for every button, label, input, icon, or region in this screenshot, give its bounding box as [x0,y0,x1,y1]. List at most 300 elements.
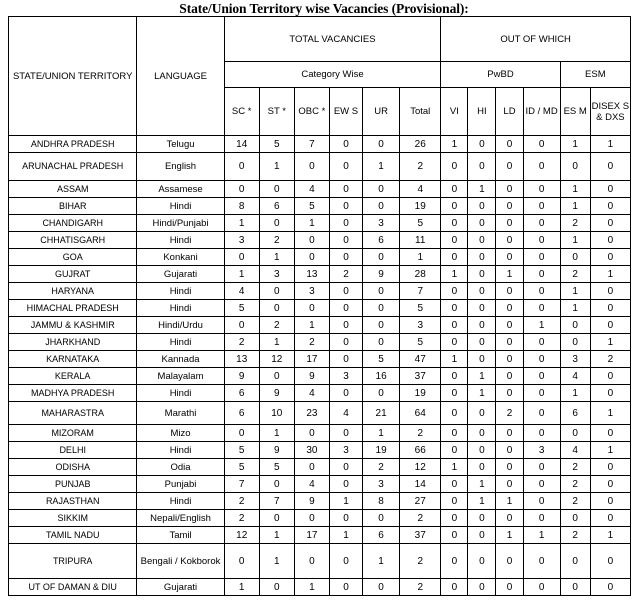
cell-value-8: 0 [468,334,496,351]
header-state-territory: STATE/UNION TERRITORY [9,17,137,136]
cell-value-8: 0 [468,198,496,215]
cell-value-4: 0 [329,283,362,300]
cell-value-7: 0 [441,334,468,351]
cell-value-2: 1 [259,249,294,266]
cell-value-12: 0 [590,476,630,493]
table-header [9,17,631,136]
cell-value-6: 2 [400,510,441,527]
table-row [9,402,631,425]
table-row [9,136,631,153]
cell-state-name: ANDHRA PRADESH [9,136,137,153]
cell-value-4: 3 [329,442,362,459]
table-row [9,266,631,283]
cell-value-6: 3 [400,317,441,334]
cell-language: Hindi [137,442,224,459]
cell-value-12: 0 [590,579,630,596]
header-col-id-md: ID / MD [523,88,560,136]
cell-value-7: 0 [441,544,468,579]
cell-value-6: 37 [400,527,441,544]
cell-value-2: 1 [259,527,294,544]
cell-state-name: ODISHA [9,459,137,476]
cell-value-7: 0 [441,476,468,493]
cell-language: Hindi/Urdu [137,317,224,334]
cell-state-name: RAJASTHAN [9,493,137,510]
cell-value-3: 1 [294,579,329,596]
cell-value-9: 0 [496,510,523,527]
cell-value-9: 0 [496,181,523,198]
cell-state-name: ARUNACHAL PRADESH [9,153,137,181]
cell-value-8: 1 [468,385,496,402]
cell-value-11: 6 [560,402,590,425]
table-row [9,300,631,317]
cell-value-3: 3 [294,283,329,300]
cell-value-10: 0 [523,198,560,215]
cell-value-3: 0 [294,510,329,527]
cell-value-8: 0 [468,527,496,544]
cell-value-2: 9 [259,442,294,459]
table-row [9,493,631,510]
table-row [9,317,631,334]
cell-value-12: 1 [590,527,630,544]
cell-value-7: 0 [441,283,468,300]
cell-language: Hindi [137,493,224,510]
cell-value-6: 2 [400,425,441,442]
cell-value-11: 1 [560,385,590,402]
cell-value-11: 3 [560,351,590,368]
cell-value-7: 0 [441,317,468,334]
cell-value-5: 0 [363,579,400,596]
cell-value-7: 0 [441,425,468,442]
table-row [9,442,631,459]
cell-value-8: 0 [468,317,496,334]
cell-value-10: 0 [523,459,560,476]
cell-value-4: 0 [329,351,362,368]
cell-language: Odia [137,459,224,476]
cell-value-4: 0 [329,459,362,476]
cell-value-10: 0 [523,425,560,442]
header-out-of-which: OUT OF WHICH [441,17,631,62]
cell-value-12: 0 [590,510,630,527]
table-row [9,215,631,232]
table-row [9,181,631,198]
cell-value-10: 0 [523,153,560,181]
cell-state-name: BIHAR [9,198,137,215]
cell-value-8: 1 [468,493,496,510]
cell-value-4: 0 [329,215,362,232]
cell-value-10: 1 [523,317,560,334]
cell-value-3: 0 [294,232,329,249]
cell-value-10: 0 [523,493,560,510]
cell-value-6: 12 [400,459,441,476]
cell-value-2: 0 [259,300,294,317]
cell-value-10: 0 [523,476,560,493]
table-row [9,249,631,266]
cell-value-3: 0 [294,425,329,442]
cell-value-7: 1 [441,459,468,476]
header-col-total: Total [400,88,441,136]
cell-value-9: 2 [496,402,523,425]
cell-value-10: 0 [523,402,560,425]
cell-value-11: 0 [560,317,590,334]
cell-value-12: 0 [590,198,630,215]
table-row [9,232,631,249]
cell-value-8: 0 [468,266,496,283]
cell-value-4: 2 [329,266,362,283]
header-pwbd: PwBD [441,62,560,88]
cell-value-11: 2 [560,459,590,476]
cell-value-7: 0 [441,493,468,510]
header-total-vacancies: TOTAL VACANCIES [224,17,441,62]
cell-language: Punjabi [137,476,224,493]
cell-value-3: 17 [294,527,329,544]
cell-value-8: 0 [468,249,496,266]
cell-value-3: 4 [294,385,329,402]
cell-state-name: DELHI [9,442,137,459]
cell-value-4: 0 [329,181,362,198]
cell-value-2: 9 [259,385,294,402]
cell-value-11: 2 [560,266,590,283]
cell-language: Gujarati [137,579,224,596]
table-row [9,351,631,368]
cell-value-6: 7 [400,283,441,300]
cell-language: Hindi [137,198,224,215]
cell-value-6: 2 [400,544,441,579]
cell-language: Hindi [137,232,224,249]
cell-value-6: 2 [400,579,441,596]
cell-value-11: 1 [560,181,590,198]
cell-value-6: 37 [400,368,441,385]
header-col-ur: UR [363,88,400,136]
cell-value-6: 27 [400,493,441,510]
cell-state-name: JAMMU & KASHMIR [9,317,137,334]
cell-value-1: 0 [224,544,259,579]
cell-value-7: 1 [441,351,468,368]
table-row [9,459,631,476]
cell-value-2: 5 [259,136,294,153]
cell-value-9: 0 [496,283,523,300]
cell-value-7: 0 [441,510,468,527]
cell-value-5: 6 [363,232,400,249]
cell-value-2: 5 [259,459,294,476]
cell-value-3: 0 [294,300,329,317]
cell-value-10: 0 [523,368,560,385]
cell-value-10: 0 [523,334,560,351]
header-col-ews: EW S [329,88,362,136]
cell-value-1: 1 [224,266,259,283]
cell-value-5: 3 [363,215,400,232]
cell-value-4: 0 [329,153,362,181]
cell-value-7: 0 [441,402,468,425]
cell-value-9: 0 [496,385,523,402]
cell-value-9: 0 [496,232,523,249]
cell-language: Gujarati [137,266,224,283]
header-col-esm: ES M [560,88,590,136]
cell-value-9: 0 [496,136,523,153]
cell-value-4: 0 [329,476,362,493]
cell-value-5: 0 [363,385,400,402]
cell-state-name: TRIPURA [9,544,137,579]
cell-language: Hindi [137,385,224,402]
cell-value-3: 17 [294,351,329,368]
cell-value-9: 1 [496,493,523,510]
cell-value-2: 1 [259,153,294,181]
cell-value-5: 16 [363,368,400,385]
cell-state-name: MAHARASTRA [9,402,137,425]
table-row [9,527,631,544]
cell-value-11: 4 [560,368,590,385]
header-col-vi: VI [441,88,468,136]
cell-state-name: ASSAM [9,181,137,198]
cell-value-6: 5 [400,215,441,232]
cell-language: Hindi/Punjabi [137,215,224,232]
cell-value-1: 2 [224,334,259,351]
cell-value-5: 3 [363,476,400,493]
cell-value-10: 0 [523,385,560,402]
cell-state-name: MADHYA PRADESH [9,385,137,402]
cell-value-2: 2 [259,317,294,334]
cell-value-4: 0 [329,300,362,317]
cell-value-12: 2 [590,351,630,368]
cell-value-3: 4 [294,476,329,493]
cell-value-5: 0 [363,136,400,153]
cell-value-6: 66 [400,442,441,459]
cell-value-10: 3 [523,442,560,459]
cell-value-10: 0 [523,510,560,527]
cell-value-4: 4 [329,402,362,425]
cell-value-6: 19 [400,385,441,402]
cell-value-3: 7 [294,136,329,153]
cell-value-2: 0 [259,579,294,596]
header-col-hi: HI [468,88,496,136]
cell-value-4: 0 [329,579,362,596]
cell-value-5: 0 [363,181,400,198]
table-row [9,198,631,215]
cell-value-12: 1 [590,402,630,425]
cell-value-8: 1 [468,476,496,493]
cell-value-8: 0 [468,351,496,368]
cell-value-10: 0 [523,300,560,317]
cell-value-8: 0 [468,153,496,181]
cell-value-8: 0 [468,283,496,300]
table-row [9,579,631,596]
cell-language: Bengali / Kokborok [137,544,224,579]
cell-value-3: 23 [294,402,329,425]
cell-value-2: 1 [259,544,294,579]
cell-value-9: 0 [496,425,523,442]
cell-value-3: 4 [294,181,329,198]
cell-value-4: 3 [329,368,362,385]
cell-language: Telugu [137,136,224,153]
cell-value-7: 0 [441,442,468,459]
cell-value-1: 0 [224,317,259,334]
cell-value-1: 0 [224,249,259,266]
cell-value-8: 0 [468,459,496,476]
cell-value-11: 0 [560,334,590,351]
table-row [9,425,631,442]
cell-language: Hindi [137,300,224,317]
cell-value-1: 9 [224,368,259,385]
cell-value-3: 0 [294,459,329,476]
cell-value-6: 4 [400,181,441,198]
cell-value-9: 0 [496,317,523,334]
cell-state-name: CHANDIGARH [9,215,137,232]
cell-value-3: 9 [294,368,329,385]
cell-state-name: UT OF DAMAN & DIU [9,579,137,596]
cell-value-4: 1 [329,527,362,544]
cell-value-12: 0 [590,232,630,249]
cell-language: Konkani [137,249,224,266]
header-category-wise: Category Wise [224,62,441,88]
cell-value-5: 0 [363,283,400,300]
cell-value-9: 0 [496,459,523,476]
cell-value-1: 0 [224,153,259,181]
cell-value-8: 0 [468,136,496,153]
cell-value-2: 1 [259,334,294,351]
cell-state-name: TAMIL NADU [9,527,137,544]
cell-language: Mizo [137,425,224,442]
cell-value-6: 19 [400,198,441,215]
cell-value-12: 1 [590,136,630,153]
cell-value-10: 0 [523,544,560,579]
cell-value-8: 1 [468,181,496,198]
cell-language: Kannada [137,351,224,368]
cell-value-11: 2 [560,527,590,544]
cell-value-9: 0 [496,215,523,232]
cell-value-12: 0 [590,249,630,266]
cell-value-12: 0 [590,317,630,334]
cell-value-1: 13 [224,351,259,368]
cell-value-7: 0 [441,579,468,596]
cell-value-5: 0 [363,249,400,266]
cell-value-3: 1 [294,215,329,232]
cell-value-4: 1 [329,493,362,510]
cell-value-1: 7 [224,476,259,493]
cell-state-name: JHARKHAND [9,334,137,351]
cell-value-3: 0 [294,249,329,266]
cell-value-8: 0 [468,510,496,527]
table-body [9,136,631,596]
cell-language: Malayalam [137,368,224,385]
cell-language: Nepali/English [137,510,224,527]
cell-value-6: 14 [400,476,441,493]
cell-value-1: 6 [224,402,259,425]
table-row [9,368,631,385]
cell-value-9: 1 [496,266,523,283]
cell-value-5: 8 [363,493,400,510]
header-col-st: ST * [259,88,294,136]
cell-value-8: 0 [468,300,496,317]
cell-state-name: GOA [9,249,137,266]
cell-state-name: KERALA [9,368,137,385]
cell-language: Hindi [137,283,224,300]
cell-value-11: 1 [560,136,590,153]
vacancies-table [8,16,631,596]
cell-value-11: 1 [560,300,590,317]
cell-value-4: 0 [329,510,362,527]
cell-value-11: 2 [560,476,590,493]
cell-value-12: 0 [590,300,630,317]
cell-value-10: 0 [523,215,560,232]
cell-language: Tamil [137,527,224,544]
cell-value-3: 13 [294,266,329,283]
cell-value-5: 19 [363,442,400,459]
cell-value-7: 0 [441,232,468,249]
cell-value-3: 0 [294,153,329,181]
cell-value-9: 0 [496,476,523,493]
cell-value-1: 4 [224,283,259,300]
cell-value-2: 3 [259,266,294,283]
cell-value-3: 30 [294,442,329,459]
cell-value-12: 0 [590,544,630,579]
cell-value-9: 0 [496,153,523,181]
cell-value-1: 2 [224,510,259,527]
cell-value-9: 0 [496,249,523,266]
cell-value-1: 12 [224,527,259,544]
cell-value-8: 0 [468,215,496,232]
cell-value-5: 0 [363,317,400,334]
cell-value-6: 47 [400,351,441,368]
cell-value-3: 9 [294,493,329,510]
cell-state-name: HARYANA [9,283,137,300]
cell-value-11: 0 [560,425,590,442]
cell-value-5: 21 [363,402,400,425]
cell-value-10: 0 [523,266,560,283]
cell-value-1: 2 [224,493,259,510]
cell-value-2: 0 [259,283,294,300]
table-row [9,334,631,351]
cell-value-12: 1 [590,442,630,459]
cell-value-9: 0 [496,544,523,579]
cell-value-2: 2 [259,232,294,249]
table-row [9,153,631,181]
table-row [9,385,631,402]
cell-value-3: 2 [294,334,329,351]
cell-value-5: 0 [363,198,400,215]
cell-value-9: 0 [496,368,523,385]
cell-value-10: 0 [523,249,560,266]
cell-value-5: 1 [363,544,400,579]
cell-value-11: 2 [560,493,590,510]
cell-value-3: 5 [294,198,329,215]
cell-value-7: 0 [441,153,468,181]
cell-value-8: 0 [468,232,496,249]
header-col-disex: DISEX S & DXS [590,88,630,136]
header-col-obc: OBC * [294,88,329,136]
cell-state-name: CHHATISGARH [9,232,137,249]
cell-value-6: 26 [400,136,441,153]
cell-value-10: 1 [523,527,560,544]
cell-value-5: 5 [363,351,400,368]
cell-value-1: 6 [224,385,259,402]
cell-value-2: 6 [259,198,294,215]
cell-value-1: 5 [224,300,259,317]
cell-value-12: 0 [590,283,630,300]
cell-value-12: 0 [590,153,630,181]
cell-value-6: 28 [400,266,441,283]
cell-value-7: 0 [441,198,468,215]
cell-value-4: 0 [329,198,362,215]
header-language: LANGUAGE [137,17,224,136]
cell-value-7: 1 [441,266,468,283]
cell-value-1: 5 [224,459,259,476]
table-row [9,544,631,579]
cell-value-2: 0 [259,476,294,493]
cell-language: Marathi [137,402,224,425]
cell-value-6: 5 [400,300,441,317]
cell-value-9: 1 [496,527,523,544]
cell-value-2: 0 [259,510,294,527]
cell-value-12: 0 [590,425,630,442]
